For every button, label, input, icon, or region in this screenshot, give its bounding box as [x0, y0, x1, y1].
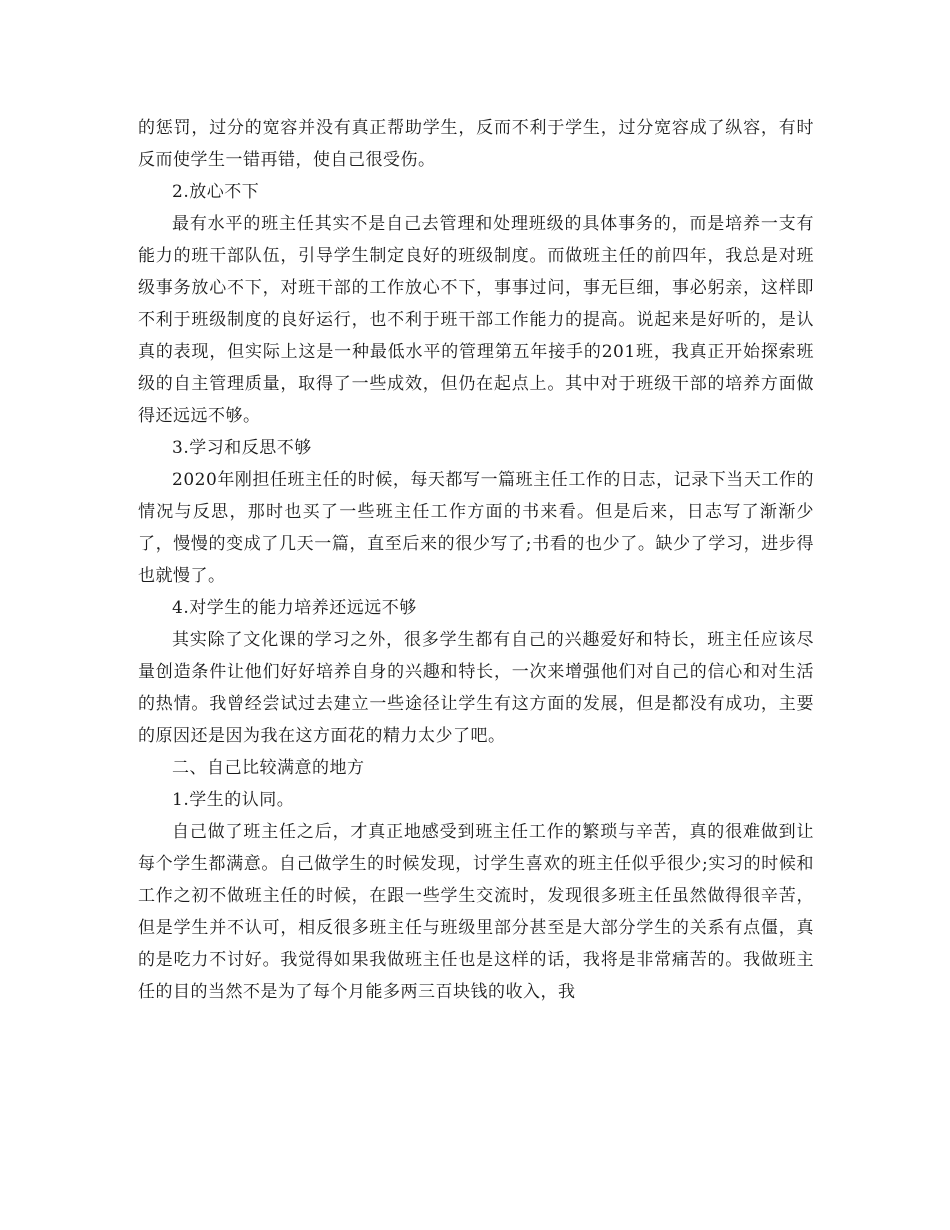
heading-student-recognition: 1.学生的认同。 — [172, 790, 295, 810]
document-page — [138, 112, 814, 1008]
heading-worry: 2.放心不下 — [172, 182, 260, 202]
heading-satisfied-aspects: 二、自己比较满意的地方 — [172, 758, 365, 778]
paragraph-punishment-tolerance: 的惩罚，过分的宽容并没有真正帮助学生，反而不利于学生，过分宽容成了纵容，有时反而使学生一错再错，使自己很受伤。 — [138, 118, 814, 170]
paragraph-work-log: 2020年刚担任班主任的时候，每天都写一篇班主任工作的日志，记录下当天工作的情况与反思，那时也买了一些班主任工作方面的书来看。但是后来，日志写了渐渐少了，慢慢的变成了几天一篇，直至后来的很少写了;书看的也少了。缺少了学习，进步得也就慢了。 — [138, 470, 814, 586]
heading-ability-training: 4.对学生的能力培养还远远不够 — [172, 598, 417, 618]
paragraph-head-teacher-experience: 自己做了班主任之后，才真正地感受到班主任工作的繁琐与辛苦，真的很难做到让每个学生都满意。自己做学生的时候发现，讨学生喜欢的班主任似乎很少;实习的时候和工作之初不做班主任的时候，在跟一些学生交流时，发现很多班主任虽然做得很辛苦，但是学生并不认可，相反很多班主任与班级里部分甚至是大部分学生的关系有点僵，真的是吃力不讨好。我觉得如果我做班主任也是这样的话，我将是非常痛苦的。我做班主任的目的当然不是为了每个月能多两三百块钱的收入，我 — [138, 822, 814, 1002]
heading-study-reflection: 3.学习和反思不够 — [172, 438, 312, 458]
paragraph-class-cadre: 最有水平的班主任其实不是自己去管理和处理班级的具体事务的，而是培养一支有能力的班干部队伍，引导学生制定良好的班级制度。而做班主任的前四年，我总是对班级事务放心不下，对班干部的工作放心不下，事事过问，事无巨细，事必躬亲，这样即不利于班级制度的良好运行，也不利于班干部工作能力的提高。说起来是好听的，是认真的表现，但实际上这是一种最低水平的管理第五年接手的201班，我真正开始探索班级的自主管理质量，取得了一些成效，但仍在起点上。其中对于班级干部的培养方面做得还远远不够。 — [138, 214, 814, 426]
paragraph-interests-talents: 其实除了文化课的学习之外，很多学生都有自己的兴趣爱好和特长，班主任应该尽量创造条件让他们好好培养自身的兴趣和特长，一次来增强他们对自己的信心和对生活的热情。我曾经尝试过去建立一些途径让学生有这方面的发展，但是都没有成功，主要的原因还是因为我在这方面花的精力太少了吧。 — [138, 630, 814, 746]
